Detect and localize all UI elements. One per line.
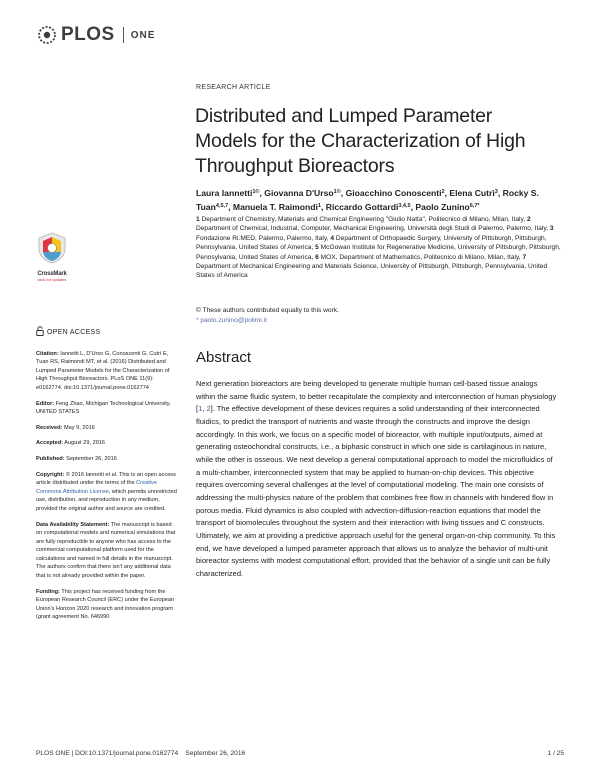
- affiliations: [196, 215, 562, 281]
- equal-contribution-note: © These authors contributed equally to this work.: [196, 307, 339, 314]
- affiliation: Department of Chemical, Industrial, Computer, Mechanical Engineering, Università degli Studi di Palermo, Palermo, Italy,: [196, 225, 549, 233]
- page-number: 1 / 25: [547, 750, 564, 757]
- citation-block: Citation: Iannetti L, D'Urso G, Conoscenti G, Cutrì E, Tuan RS, Raimondi MT, et al. (2016) Distributed and Lumped Parameter Models for the Characterization of High Throughput Bioreactors. PLoS ONE 11(9): e0162774. doi:10.1371/journal.pone.0162774: [36, 350, 170, 391]
- author[interactable]: Giovanna D'Urso$^{1©}$: [264, 188, 341, 198]
- author-notes: [196, 306, 339, 326]
- open-access-badge: [36, 326, 178, 340]
- affiliation-number: 3: [549, 225, 554, 233]
- footer-citation: PLOS ONE | DOI:10.1371/journal.pone.0162774 September 26, 2016: [36, 750, 246, 757]
- logo-name: PLOS: [61, 24, 115, 45]
- crossmark-label: CrossMark: [37, 271, 67, 277]
- open-access-label: OPEN ACCESS: [47, 328, 101, 336]
- funding-block: Funding: This project has received funding from the European Research Council (ERC) under the European Union's Horizon 2020 research and innovation program (grant agreement No. 646990: [36, 588, 175, 621]
- plos-logo[interactable]: [36, 24, 155, 46]
- page-footer: [36, 750, 564, 757]
- editor-block: Editor: Feng Zhao, Michigan Technological University, UNITED STATES: [36, 400, 171, 416]
- author-list: Laura Iannetti$^{1©}$, Giovanna D'Urso$^{1©}$, Gioacchino Conoscenti$^2$, Elena Cutrì$^3$, Rocky S. Tuan$^{4,5,7}$, Manuela T. Raimondi$^1$, Riccardo Gottardi$^{3,4,5}$, Paolo Zunino$^{6,7*}$: [196, 188, 539, 212]
- corresponding-email-link[interactable]: * paolo.zunino@polimi.it: [196, 317, 267, 324]
- data-availability-block: Data Availability Statement: The manuscript is based on computational models and numerical simulations that are fully reproducible to anyone who has access to the commercial computational platform used for the calculations and named in full details in the manuscript. The authors confirm that there isn't any additional data that is not already provided within the paper.: [36, 521, 176, 580]
- crossmark-badge[interactable]: [34, 232, 70, 282]
- affiliation: McGowan Institute for Regenerative Medicine, University of Pittsburgh, Pittsburgh, Pennsylvania, United States of America,: [196, 244, 561, 261]
- crossmark-sub: click for updates: [37, 277, 67, 282]
- author[interactable]: Manuela T. Raimondi$^1$: [232, 201, 321, 212]
- crossmark-icon: [37, 232, 67, 269]
- affiliation: Department of Chemistry, Materials and Chemical Engineering "Giulio Natta", Politecnico di Milano, Milan, Italy,: [201, 216, 526, 223]
- affiliation-number: 5: [315, 244, 319, 252]
- plos-logo-icon: [36, 24, 58, 46]
- logo-divider: [123, 27, 124, 43]
- author[interactable]: Rocky S. Tuan$^{4,5,7}$: [196, 188, 539, 212]
- accepted-block: Accepted: August 29, 2016: [36, 440, 106, 447]
- article-info-sidebar: [36, 326, 178, 629]
- affiliation-number: 6: [315, 253, 319, 261]
- open-lock-icon: [36, 326, 44, 340]
- published-block: Published: September 26, 2016: [36, 455, 117, 462]
- affiliation-number: 2: [527, 216, 531, 223]
- citation-link[interactable]: 1: [198, 404, 203, 414]
- affiliation: Department of Orthopaedic Surgery, University of Pittsburgh, Pittsburgh, Pennsylvania, United States of America,: [196, 234, 547, 252]
- author[interactable]: Gioacchino Conoscenti$^2$: [345, 188, 445, 198]
- license-link[interactable]: Creative Commons Attribution License: [36, 480, 157, 495]
- citation-link[interactable]: 2: [206, 404, 211, 414]
- received-block: Received: May 9, 2016: [36, 424, 95, 431]
- logo-journal: ONE: [130, 29, 156, 41]
- copyright-block: Copyright: © 2016 Iannetti et al. This is an open access article distributed under the terms of the Creative Commons Attribution License, which permits unrestricted use, distribution, and reproduction in any medium, provided the original author and source are credited.: [36, 471, 177, 512]
- affiliation: MOX, Department of Mathematics, Politecnico di Milano, Milan, Italy,: [320, 253, 521, 261]
- affiliation: Fondazione Ri.MED, Palermo, Palermo, Italy,: [196, 234, 329, 242]
- affiliation-number: 1: [196, 216, 200, 223]
- abstract-text: Next generation bioreactors are being developed to generate multiple human cell-based tissue analogs within the same fluidic system, to better recapitulate the complexity and interconnection of human physiology [1, 2]. The effective development of these devices requires a solid understanding of their interconnected fluidics, to predict the transport of nutrients and waste through the constructs and improve the design accordingly. In this work, we focus on a specific model of bioreactor, with multiple input/outputs, aimed at generating osteochondral constructs, i.e., a biphasic construct in which one side is cartilaginous in nature, while the other is osseous. We next develop a general computational approach to model the microfluidics of a multi-chamber, interconnected system that may be applied to human-on-chip devices. This objective requires overcoming several challenges at the level of computational modeling. The main one consists of addressing the multi-physics nature of the problem that combines free flow in channels with hindered flow in porous media. Fluid dynamics is also coupled with advection-diffusion-reaction equations that model the transport of biomolecules throughout the system and their interaction with living tissues and C constructs. Ultimately, we aim at providing a predictive approach useful for the general organ-on-chip community. To this end, we have developed a lumped parameter approach that allows us to analyze the behavior of multi-unit bioreactor systems with modest computational effort, provided that the behavior of a single unit can be fully characterized.: [196, 379, 557, 578]
- abstract-heading: Abstract: [196, 349, 252, 366]
- author[interactable]: Elena Cutrì$^3$: [449, 188, 498, 198]
- author[interactable]: Paolo Zunino$^{6,7*}$: [415, 201, 480, 212]
- article-title: Distributed and Lumped Parameter Models for the Characterization of High Throughput Bioreactors: [195, 105, 526, 177]
- author[interactable]: Riccardo Gottardi$^{3,4,5}$: [325, 201, 411, 212]
- article-type: RESEARCH ARTICLE: [196, 84, 271, 91]
- affiliation-number: 7: [522, 253, 527, 261]
- affiliation: Department of Mechanical Engineering and Materials Science, University of Pittsburgh, Pittsburgh, Pennsylvania, United States of America: [196, 263, 548, 280]
- affiliation-number: 4: [330, 234, 335, 242]
- author[interactable]: Laura Iannetti$^{1©}$: [196, 188, 260, 198]
